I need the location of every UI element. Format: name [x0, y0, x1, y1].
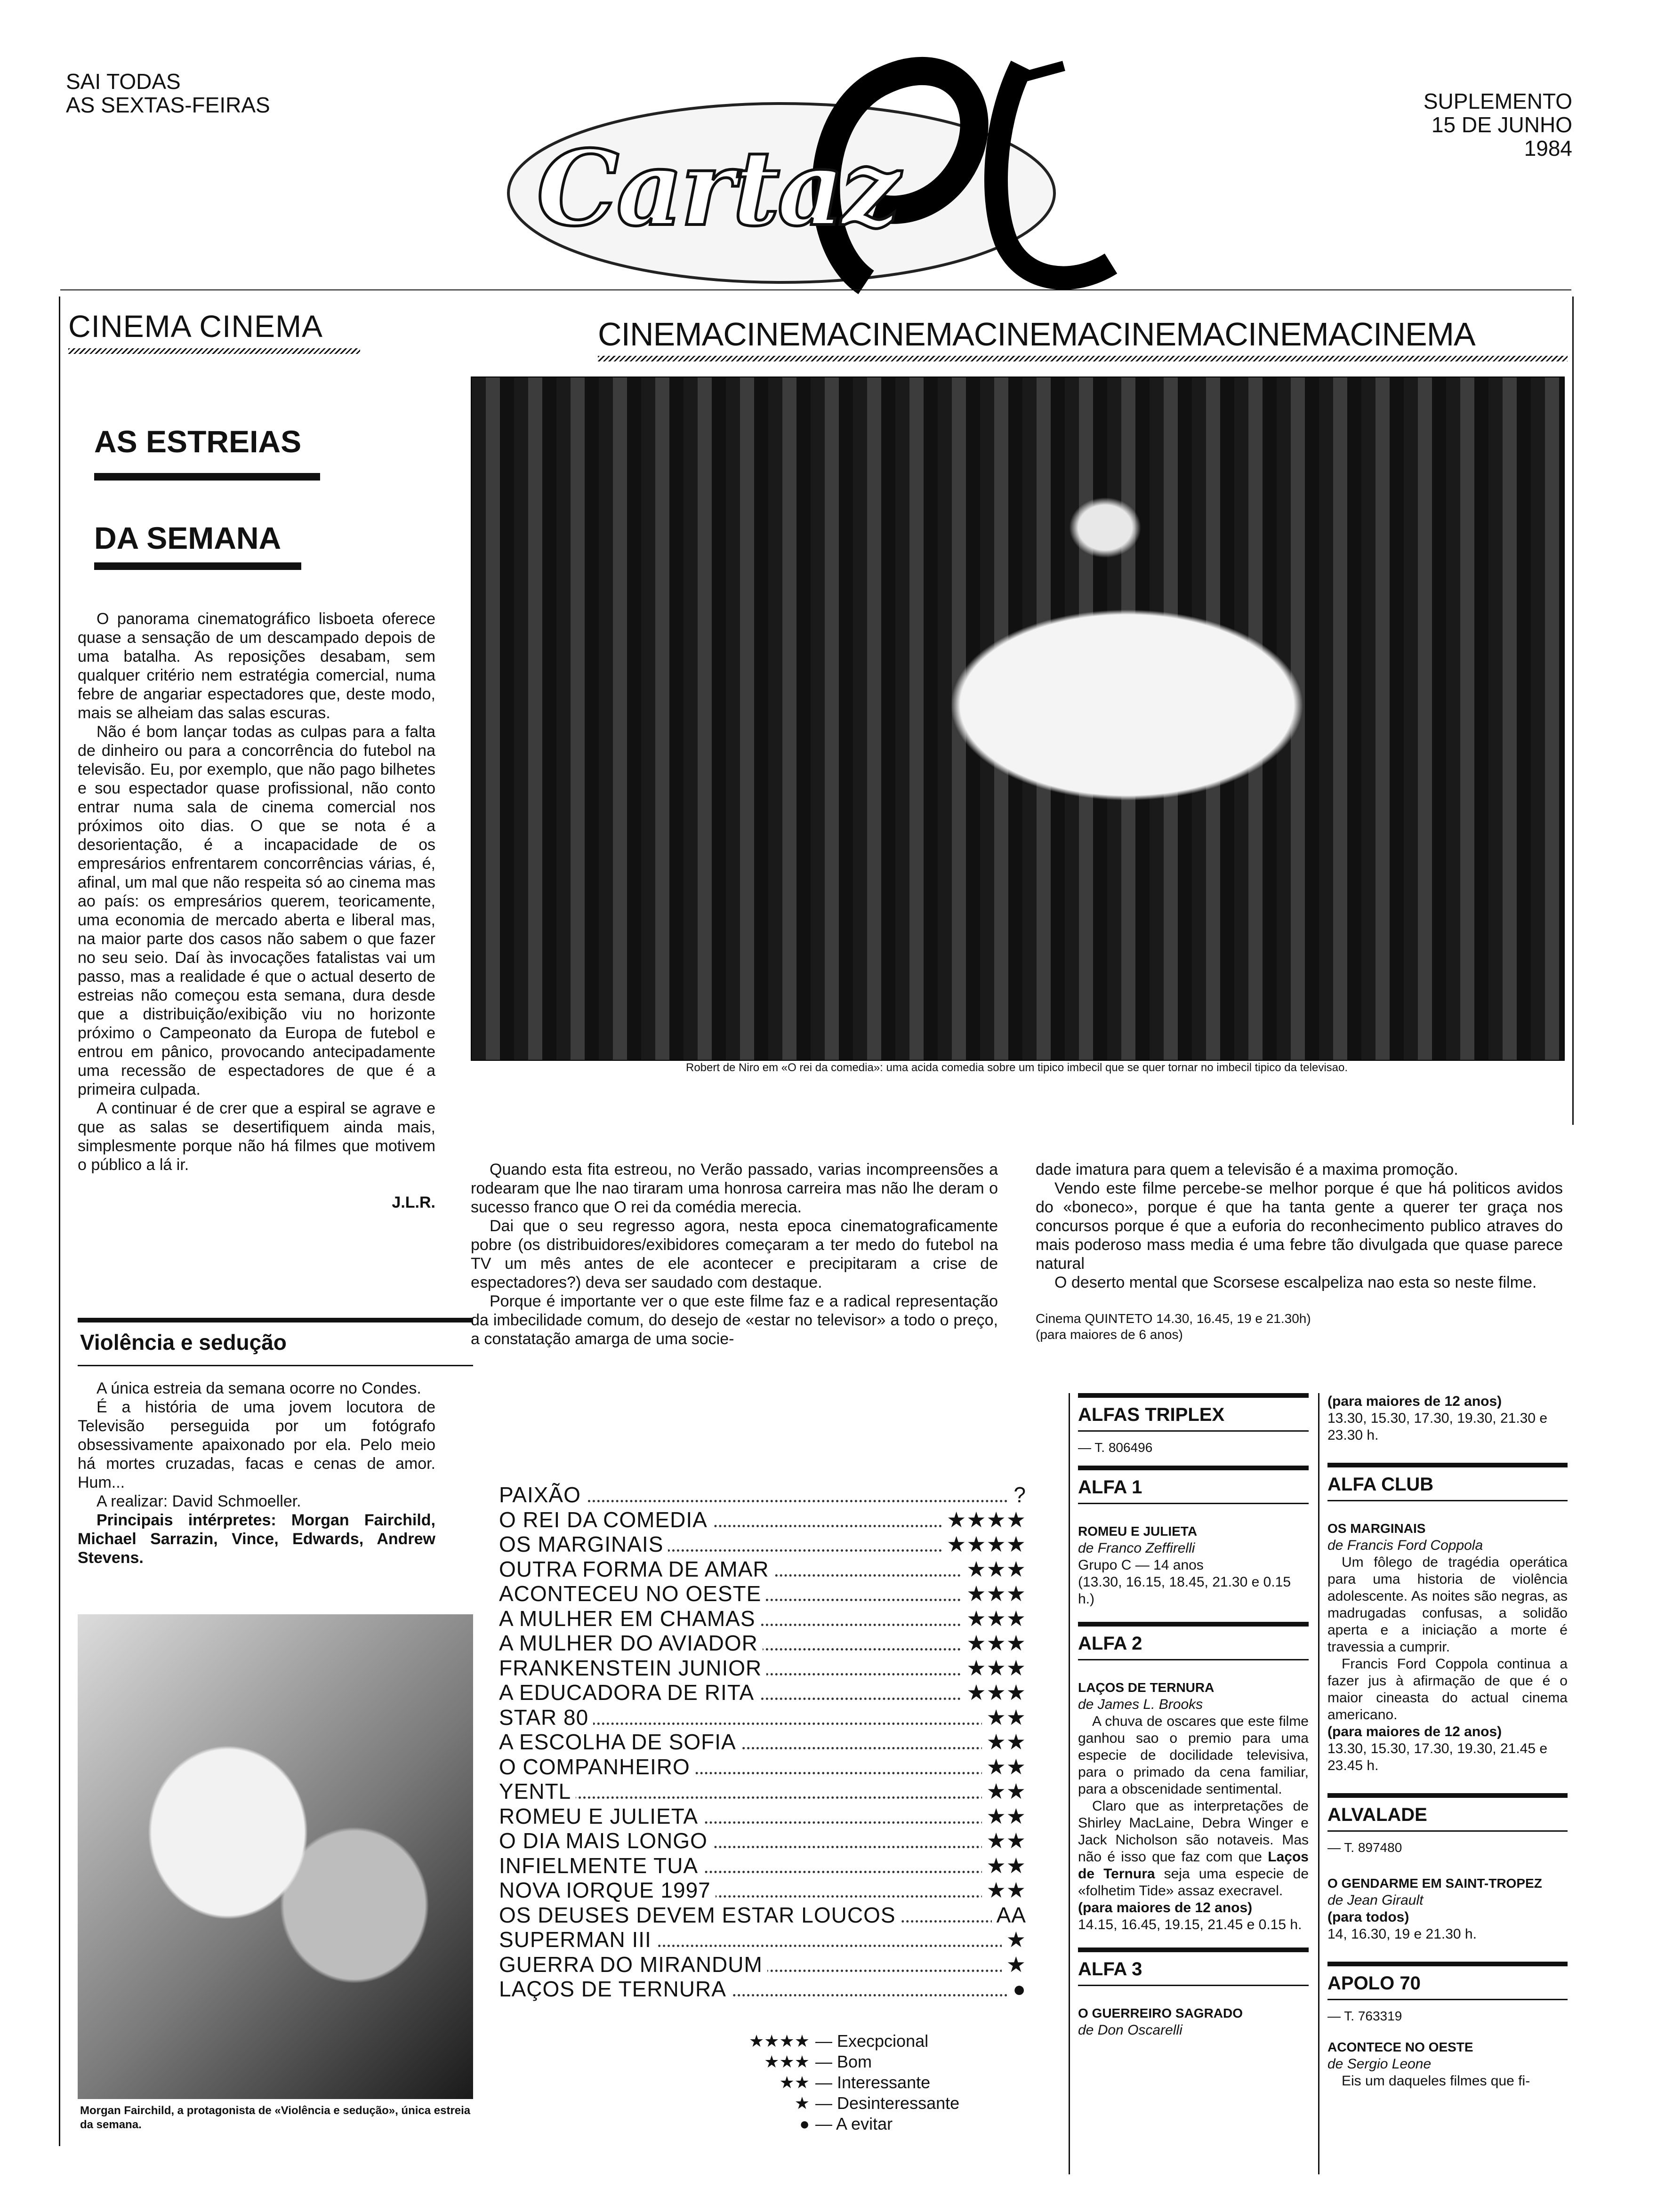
cinema-alfas-triplex: ALFAS TRIPLEX: [1078, 1404, 1225, 1425]
rating-score: ★★: [982, 1853, 1026, 1878]
rating-title: A EDUCADORA DE RITA: [499, 1680, 759, 1705]
cinema-phone: — T. 763319: [1327, 2009, 1402, 2023]
rating-title: A MULHER EM CHAMAS: [499, 1606, 760, 1631]
review-text: seja uma especie de «folhetim Tide» assaz execravel.: [1078, 1866, 1309, 1899]
listing-rule: [1327, 1793, 1568, 1798]
logo-wordmark: Cartaz: [537, 127, 898, 249]
rating-title: NOVA IORQUE 1997: [499, 1878, 716, 1902]
cinema-apolo-70: APOLO 70: [1327, 1973, 1421, 1994]
film-info: Grupo C — 14 anos: [1078, 1557, 1204, 1573]
rating-score: ★★: [982, 1779, 1026, 1803]
listings-column-1: [1078, 1393, 1309, 2039]
listing-rule: [1327, 1999, 1568, 2000]
article-rei-comedia-col1: [471, 1160, 998, 1348]
logo-mark: DL: [970, 56, 976, 62]
rating-row: [499, 1804, 1026, 1828]
schedule-line: Cinema QUINTETO 14.30, 16.45, 19 e 21.30h): [1036, 1311, 1311, 1326]
rating-title: LAÇOS DE TERNURA: [499, 1977, 731, 2001]
rating-score: ★★: [982, 1804, 1026, 1828]
film-director: de Franco Zeffirelli: [1078, 1540, 1195, 1556]
legend-label: — Execpcional: [815, 2031, 929, 2051]
film-title: ROMEU E JULIETA: [1078, 1524, 1198, 1539]
rating-title: O DIA MAIS LONGO: [499, 1828, 712, 1853]
article-paragraph: O panorama cinematográfico lisboeta oferece quase a sensação de um descampado depois de uma batalha. As reposições desabam, sem qualquer critério nem estratégia comercial, numa febre de angariar espectadores que, deste modo, mais se alheiam das salas escuras.: [78, 610, 435, 722]
listing-rule: [1327, 1962, 1568, 1966]
film-title: OS MARGINAIS: [1327, 1521, 1426, 1536]
rating-title: YENTL: [499, 1779, 576, 1803]
rating-score: ★★★: [962, 1656, 1026, 1680]
article-paragraph: dade imatura para quem a televisão é a maxima promoção.: [1036, 1161, 1458, 1178]
legend-symbol: ●: [799, 2114, 810, 2133]
rating-score: ★★: [982, 1730, 1026, 1754]
article-paragraph: Não é bom lançar todas as culpas para a falta de dinheiro ou para a concorrência do futebol na televisão. Eu, por exemplo, que não pago bilhetes e sou espectador quase profissional, não conto entrar numa sala de cinema comercial nos próximos oito dias. O que se nota é a desorientação, é a incapacidade de os empresários enfrentarem concorrências várias, é, afinal, um mal que não respeita só ao cinema mas ao país: os empresários querem, teoricamente, uma economia de mercado aberta e liberal mas, na maior parte dos casos não sabem o que fazer no seu seio. Daí às invocações fatalistas vai um passo, mas a realidade é que o actual deserto de estreias não começou esta semana, dura desde que a distribuição/exibição viu no horizonte próximo o Campeonato da Europa de futebol e entrou em pânico, provocando antecipadamente uma recessão de espectadores de que é a primeira culpada.: [78, 723, 435, 1098]
rating-title: STAR 80: [499, 1705, 593, 1730]
legend-symbol: ★★★★: [748, 2031, 810, 2051]
rating-title: A ESCOLHA DE SOFIA: [499, 1730, 741, 1754]
legend-label: — Desinteressante: [815, 2093, 960, 2113]
listing-rule: [1078, 1659, 1309, 1660]
morgan-fairchild-photo: [78, 1614, 473, 2099]
film-review: A chuva de oscares que este filme ganhou sao o premio para uma especie de docilidade televisiva, para o primado da cena familiar, para a obscenidade sentimental.: [1078, 1714, 1309, 1797]
cinema-alfa-1: ALFA 1: [1078, 1477, 1142, 1498]
rating-row: [499, 1606, 1026, 1631]
film-review: Um fôlego de tragédia operática para uma historia de violência adolescente. As noites são negras, as madrugadas confusas, a solidão aperta e a iniciação a morte é travessia a cumprir.: [1327, 1555, 1568, 1655]
title-bar-1: [94, 473, 320, 481]
rating-score: ★★: [982, 1828, 1026, 1853]
rating-title: SUPERMAN III: [499, 1927, 656, 1952]
legend-row: [716, 2031, 979, 2052]
rating-title: ACONTECEU NO OESTE: [499, 1581, 766, 1606]
film-review: Francis Ford Coppola continua a fazer jus à afirmação de que é o maior cineasta do actual cinema americano.: [1327, 1656, 1568, 1723]
cinema-alfa-club: ALFA CLUB: [1327, 1474, 1434, 1495]
legend-label: — A evitar: [815, 2114, 893, 2133]
listings-column-2: [1327, 1393, 1568, 2090]
rating-score: ★★★: [962, 1606, 1026, 1631]
film-times: 13.30, 15.30, 17.30, 19.30, 21.30 e 23.30 h.: [1327, 1411, 1548, 1443]
article-paragraph: É a história de uma jovem locutora de Televisão perseguida por um fotógrafo obsessivamente apaixonado por ela. Pelo meio há mortes cruzadas, facas e cenas de amor. Hum...: [78, 1398, 435, 1491]
rating-score: ★★: [982, 1705, 1026, 1730]
page-top-rule: [60, 289, 1571, 290]
rating-score: ★: [1002, 1952, 1026, 1977]
rating-title: OUTRA FORMA DE AMAR: [499, 1557, 774, 1581]
listing-rule: [1327, 1463, 1568, 1467]
article-paragraph: A continuar é de crer que a espiral se agrave e que as salas se desertifiquem ainda mais, simplesmente porque não há filmes que motivem o público a lá ir.: [78, 1099, 435, 1174]
listings-left-rule: [1069, 1393, 1070, 2174]
publication-frequency: [66, 70, 270, 117]
rating-row: [499, 1878, 1026, 1902]
legend-symbol: ★: [794, 2093, 810, 2113]
article-title-rule: [78, 1365, 473, 1366]
rating-title: INFIELMENTE TUA: [499, 1853, 703, 1878]
rating-row: [499, 1952, 1026, 1977]
listing-rule: [1078, 1985, 1309, 1986]
rating-score: ★★: [982, 1755, 1026, 1779]
rating-row: [499, 1903, 1026, 1927]
rating-row: [499, 1755, 1026, 1779]
film-title: ACONTECE NO OESTE: [1327, 2040, 1473, 2054]
left-page-rule: [59, 297, 60, 2146]
rating-score: ★★: [982, 1878, 1026, 1902]
cinema-phone: — T. 897480: [1327, 1840, 1402, 1855]
rating-score: ★★★★: [942, 1507, 1026, 1532]
article-estreias-body: [78, 609, 435, 1212]
rating-row: [499, 1828, 1026, 1853]
rating-row: [499, 1581, 1026, 1606]
section-title-left: CINEMA CINEMA: [68, 309, 323, 344]
rating-score: ★★★: [962, 1631, 1026, 1655]
listing-rule: [1078, 1430, 1309, 1432]
article-top-rule: [78, 1318, 473, 1322]
rating-row: [499, 1977, 1026, 2001]
article-title-line-1: AS ESTREIAS: [94, 424, 302, 459]
article-paragraph: Vendo este filme percebe-se melhor porque é que há politicos avidos do «boneco», porque é que ha tanta gente a querer ter graça nos concursos porque é que a euforia do reconhecimento publico atraves do mais poderoso mass media é uma febre tão divulgada que quase parece natural: [1036, 1179, 1563, 1273]
rating-row: [499, 1532, 1026, 1556]
rating-row: [499, 1927, 1026, 1952]
review-text: Claro que as interpretações de Shirley MacLaine, Debra Winger e Jack Nicholson são notaveis. Mas não é isso que faz com que: [1078, 1798, 1309, 1865]
rating-score: ★★★: [962, 1680, 1026, 1705]
film-title: O GUERREIRO SAGRADO: [1078, 2006, 1243, 2020]
masthead-logo: [452, 38, 1177, 301]
listing-rule: [1078, 1948, 1309, 1952]
rating-score: ●: [1008, 1977, 1026, 2001]
film-times: 14, 16.30, 19 e 21.30 h.: [1327, 1926, 1477, 1942]
listing-rule: [1078, 1503, 1309, 1504]
film-times: (13.30, 16.15, 18.45, 21.30 e 0.15 h.): [1078, 1574, 1291, 1607]
film-title: LAÇOS DE TERNURA: [1078, 1680, 1215, 1695]
issue-year: 1984: [1524, 136, 1572, 160]
listings-middle-rule: [1318, 1393, 1319, 2174]
rating-row: [499, 1656, 1026, 1680]
cinema-phone: — T. 806496: [1078, 1440, 1153, 1455]
rating-title: OS MARGINAIS: [499, 1532, 668, 1556]
rating-score: ★★★★: [942, 1532, 1026, 1556]
rating-score: ?: [1009, 1483, 1026, 1507]
right-column-rule: [1572, 297, 1574, 1125]
legend-symbol: ★★: [779, 2073, 810, 2092]
rating-score: ★: [1002, 1927, 1026, 1952]
legend-symbol: ★★★: [764, 2052, 810, 2071]
listing-rule: [1078, 1393, 1309, 1398]
article-violencia-title: Violência e sedução: [80, 1330, 287, 1354]
legend-row: [716, 2052, 979, 2072]
review-film-name: Laços de Ternura: [1078, 1849, 1309, 1882]
legend-row: [716, 2072, 979, 2093]
film-director: de Sergio Leone: [1327, 2056, 1432, 2072]
article-paragraph: Quando esta fita estreou, no Verão passado, varias incompreensões a rodearam que lhe nao tiraram uma honrosa carreira mas não lhe deram o sucesso franco que O rei da comédia merecia.: [471, 1161, 998, 1216]
rating-row: [499, 1483, 1026, 1507]
article-paragraph: O deserto mental que Scorsese escalpeliza nao esta so neste filme.: [1054, 1274, 1537, 1291]
rating-row: [499, 1705, 1026, 1730]
film-age: (para maiores de 12 anos): [1327, 1394, 1502, 1409]
rating-title: O COMPANHEIRO: [499, 1755, 695, 1779]
rating-score: ★★★: [962, 1557, 1026, 1581]
listing-rule: [1327, 1830, 1568, 1832]
cinema-alfa-2: ALFA 2: [1078, 1633, 1142, 1654]
article-title-line-2: DA SEMANA: [94, 521, 282, 555]
rating-title: FRANKENSTEIN JUNIOR: [499, 1656, 766, 1680]
legend-row: [716, 2114, 979, 2134]
film-director: de Don Oscarelli: [1078, 2022, 1182, 2038]
rating-row: [499, 1853, 1026, 1878]
rating-row: [499, 1557, 1026, 1581]
rating-title: GUERRA DO MIRANDUM: [499, 1952, 767, 1977]
supplement-label: SUPLEMENTO: [1423, 89, 1572, 113]
legend-label: — Bom: [815, 2052, 872, 2071]
article-paragraph: Porque é importante ver o que este filme faz e a radical representação da imbecilidade comum, do desejo de «estar no televisor» a todo o preço, a constatação amarga de uma socie-: [471, 1292, 998, 1348]
rating-title: ROMEU E JULIETA: [499, 1804, 703, 1828]
rating-row: [499, 1680, 1026, 1705]
listing-rule: [1327, 1500, 1568, 1501]
cinema-schedule: [1036, 1311, 1563, 1343]
issue-info: [1393, 89, 1572, 160]
rating-title: PAIXÃO: [499, 1483, 586, 1507]
main-photo-caption: Robert de Niro em «O rei da comedia»: uma acida comedia sobre um tipico imbecil que se quer tornar no imbecil tipico da televisao.: [685, 1061, 1348, 1074]
issue-date: 15 DE JUNHO: [1431, 112, 1572, 137]
title-bar-2: [94, 562, 301, 570]
robert-de-niro-photo: [471, 377, 1565, 1061]
cinema-alfa-3: ALFA 3: [1078, 1959, 1142, 1980]
rating-row: [499, 1507, 1026, 1532]
article-paragraph: A realizar: David Schmoeller.: [97, 1492, 301, 1510]
article-paragraph: A única estreia da semana ocorre no Condes.: [97, 1379, 421, 1397]
cinema-alvalade: ALVALADE: [1327, 1804, 1427, 1825]
article-paragraph: Dai que o seu regresso agora, nesta epoca cinematograficamente pobre (os distribuidores/exibidores começaram a ter medo do futebol na TV um mês antes de ele acontecer e precipitaram a crise de espectadores?) deva ser saudado com destaque.: [471, 1217, 998, 1291]
film-age: (para todos): [1327, 1909, 1409, 1925]
film-times: 14.15, 16.45, 19.15, 21.45 e 0.15 h.: [1078, 1917, 1302, 1932]
article-signature: J.L.R.: [392, 1194, 435, 1211]
film-director: de James L. Brooks: [1078, 1697, 1203, 1712]
leader-dots: [499, 1796, 1026, 1799]
rating-row: [499, 1779, 1026, 1803]
listing-rule: [1078, 1466, 1309, 1470]
rating-row: [499, 1730, 1026, 1754]
photo-caption-small: Morgan Fairchild, a protagonista de «Violência e sedução», única estreia da semana.: [80, 2104, 471, 2131]
frequency-line-1: SAI TODAS: [66, 69, 181, 94]
rating-title: O REI DA COMEDIA: [499, 1507, 712, 1532]
rating-title: A MULHER DO AVIADOR: [499, 1631, 763, 1655]
ratings-legend: [716, 2031, 979, 2134]
rating-score: ★★★: [962, 1581, 1026, 1606]
listing-rule: [1078, 1622, 1309, 1627]
rating-score: AA: [992, 1903, 1026, 1927]
frequency-line-2: AS SEXTAS-FEIRAS: [66, 93, 270, 117]
legend-label: — Interessante: [815, 2073, 931, 2092]
article-violencia-body: [78, 1379, 435, 1567]
section-underline-left: [68, 348, 360, 354]
ratings-list: [499, 1483, 1026, 2001]
film-director: de Francis Ford Coppola: [1327, 1538, 1483, 1553]
article-rei-comedia-col2: [1036, 1160, 1563, 1343]
article-paragraph: Principais intérpretes: Morgan Fairchild, Michael Sarrazin, Vince, Edwards, Andrew Stevens.: [78, 1511, 435, 1567]
film-age: (para maiores de 12 anos): [1327, 1724, 1502, 1739]
film-review: [1078, 1798, 1309, 1899]
film-review: Eis um daqueles filmes que fi-: [1342, 2073, 1530, 2089]
legend-row: [716, 2093, 979, 2114]
film-age: (para maiores de 12 anos): [1078, 1900, 1253, 1915]
film-director: de Jean Girault: [1327, 1892, 1424, 1908]
rating-row: [499, 1631, 1026, 1655]
schedule-line: (para maiores de 6 anos): [1036, 1327, 1183, 1342]
film-times: 13.30, 15.30, 17.30, 19.30, 21.45 e 23.45 h.: [1327, 1741, 1548, 1773]
section-underline-main: [598, 356, 1568, 361]
section-title-main: CINEMACINEMACINEMACINEMACINEMACINEMACINEMA: [598, 316, 1475, 353]
rating-title: OS DEUSES DEVEM ESTAR LOUCOS: [499, 1903, 901, 1927]
film-title: O GENDARME EM SAINT-TROPEZ: [1327, 1876, 1542, 1891]
